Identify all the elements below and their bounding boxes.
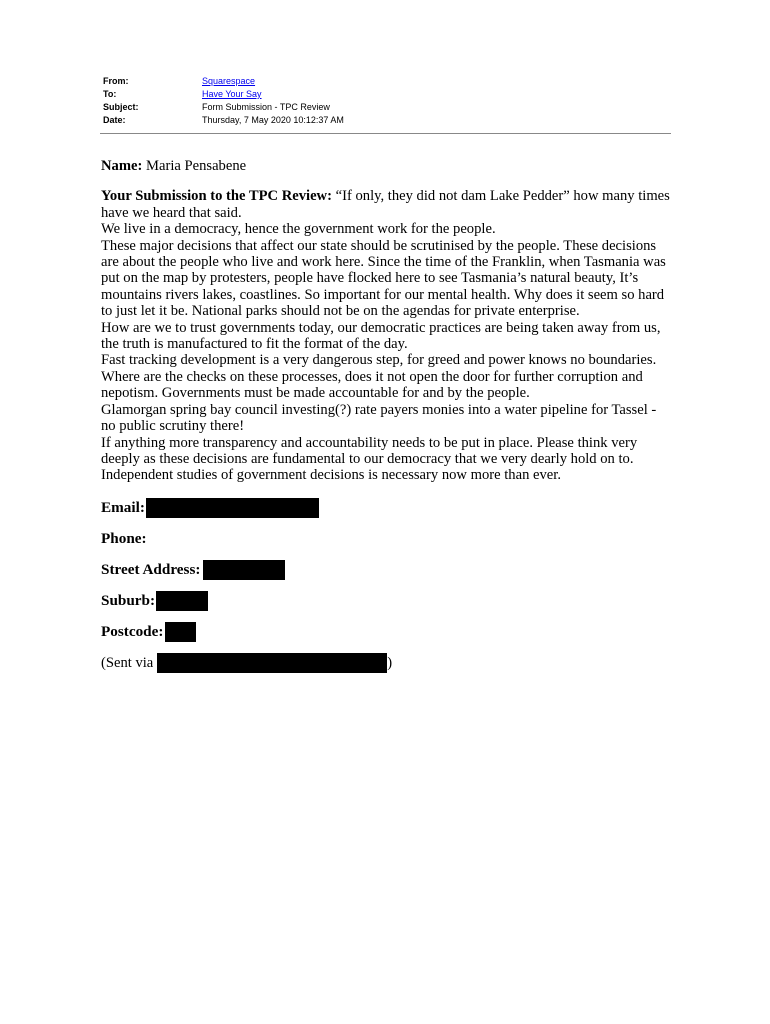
street-label: Street Address: <box>101 561 201 579</box>
name-value: Maria Pensabene <box>146 158 247 174</box>
email-header <box>103 75 671 127</box>
email-redaction <box>146 498 319 518</box>
postcode-redaction <box>165 622 196 642</box>
suburb-field-row <box>101 593 671 610</box>
submission-text <box>101 188 671 483</box>
subject-label: Subject: <box>103 102 139 112</box>
subject-value: Form Submission - TPC Review <box>202 102 330 112</box>
date-row <box>103 114 671 127</box>
postcode-field-row <box>101 624 671 641</box>
to-link[interactable]: Have Your Say <box>202 89 262 99</box>
submission-paragraph: How are we to trust governments today, our democratic practices are being taken away from us, the truth is manufactured to fit the format of the day. <box>101 319 661 353</box>
header-divider <box>100 133 671 134</box>
to-label: To: <box>103 89 117 99</box>
sent-suffix: ) <box>387 655 393 672</box>
from-label: From: <box>103 76 129 86</box>
email-field-row <box>101 500 671 517</box>
from-row <box>103 75 671 88</box>
submission-paragraph: Fast tracking development is a very dangerous step, for greed and power knows no boundaries. Where are the checks on these processes, does it not open the door for further corruption and nepotism. Governments must be made accountable for and by the people. <box>101 352 657 402</box>
name-label: Name: <box>101 158 143 174</box>
to-row <box>103 88 671 101</box>
sent-via-row <box>101 655 671 672</box>
phone-label: Phone: <box>101 530 147 548</box>
submission-paragraph: Glamorgan spring bay council investing(?) rate payers monies into a water pipeline for Tassel - no public scrutiny there! <box>101 401 657 435</box>
postcode-label: Postcode: <box>101 623 164 641</box>
date-value: Thursday, 7 May 2020 10:12:37 AM <box>202 115 344 125</box>
date-label: Date: <box>103 115 126 125</box>
submission-paragraph: We live in a democracy, hence the government work for the people. <box>101 221 496 238</box>
from-link[interactable]: Squarespace <box>202 76 256 86</box>
sent-prefix: (Sent via <box>101 655 154 672</box>
suburb-redaction <box>156 591 208 611</box>
phone-field-row <box>101 531 671 548</box>
submission-paragraph: These major decisions that affect our state should be scrutinised by the people. These decisions are about the people who live and work here. Since the time of the Franklin, when Tasmania was put on the map by protesters, people have flocked here to see Tasmania’s natural beauty, It’s mountains rivers lakes, coastlines. So important for our mental health. Why does it seem so hard to just let it be. National parks should not be on the agendas for private enterprise. <box>101 237 666 320</box>
sent-via-redaction <box>157 653 387 673</box>
submission-paragraph: If anything more transparency and accountability needs to be put in place. Please think very deeply as these decisions are fundamental to our democracy that we very dearly hold on to. Independent studies of government decisions is necessary now more than ever. <box>101 434 638 484</box>
submission-paragraph <box>101 188 671 221</box>
street-redaction <box>203 560 285 580</box>
review-label: Your Submission to the TPC Review: <box>101 188 332 205</box>
name-line <box>101 158 671 174</box>
paragraph-text: “If only, they did not dam Lake Pedder” how many times have we heard that said. <box>101 188 670 221</box>
message-body <box>101 158 671 672</box>
street-field-row <box>101 562 671 579</box>
subject-row <box>103 101 671 114</box>
suburb-label: Suburb: <box>101 592 156 610</box>
email-label: Email: <box>101 499 145 517</box>
